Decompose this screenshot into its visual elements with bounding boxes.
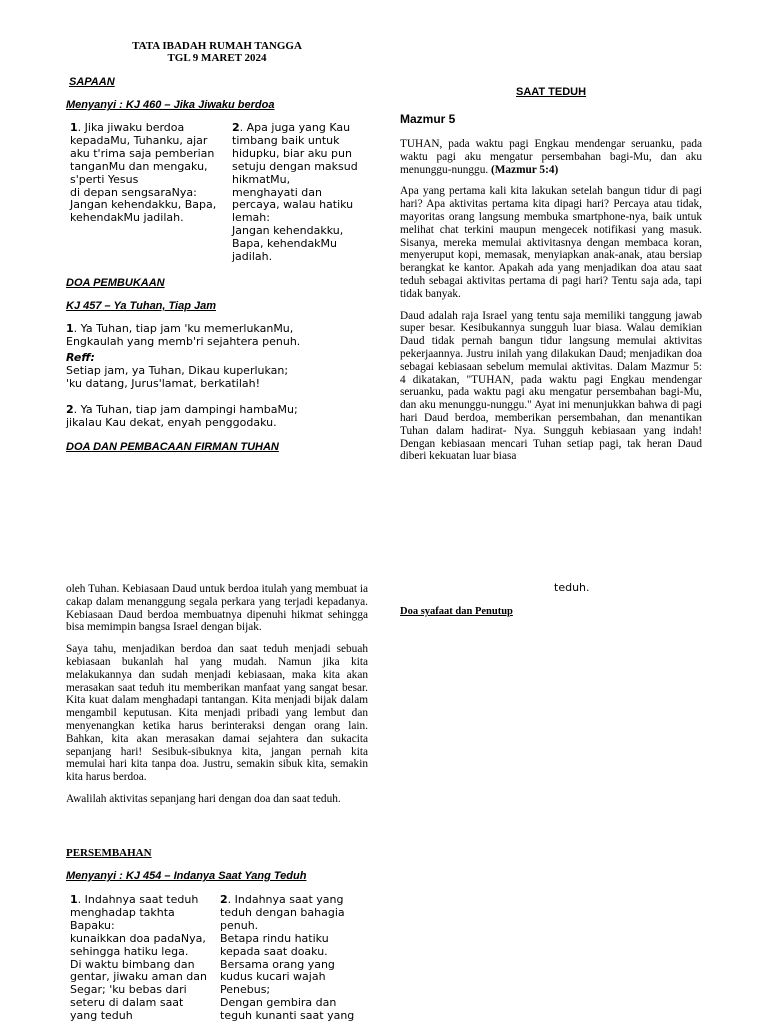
song2-heading: KJ 457 – Ya Tuhan, Tiap Jam — [66, 300, 216, 312]
scripture-reference: (Mazmur 5:4) — [491, 163, 559, 176]
reff-label: Reff: — [66, 351, 95, 364]
verse-text: . Indahnya saat yang teduh dengan bahagia penuh. Betapa rindu hatiku kepada saat doaku. Bersama orang yang kudus kucari wajah Penebus; Dengan gembira dan teguh kunanti saat yang — [220, 893, 355, 1023]
verse-number: 1 — [70, 893, 78, 906]
paragraph-2: Apa yang pertama kali kita lakukan setelah bangun tidur di pagi hari? Apa aktivitas pertama kita dipagi hari? Percaya atau tidak, mayoritas orang langsung membuka smartphone-nya, baik untuk melihat chat terkini maupun mengecek notifikasi yang masuk. Sisanya, mereka memulai aktivitasnya dengan membaca koran, menyeruput kopi, memasak, menyiapkan anak-anak, atau bersiap berangkat ke kantor. Apakah ada yang menjadikan doa atau saat teduh sebagai aktivitas pertama di pagi hari? Tentu saja ada, tapi tidak banyak. — [400, 185, 702, 300]
paragraph-3: Daud adalah raja Israel yang tentu saja memiliki tanggung jawab super besar. Kesibukannya sungguh luar biasa. Walau demikian Daud tidak pernah bangun tidur langsung memulai aktivitas pekerjaannya. Justru inilah yang dilakukan Daud; menjadikan doa sebagai kebiasaan sebelum memulai aktivitas. Dalam Mazmur 5: 4 dikatakan, "TUHAN, pada waktu pagi Engkau mendengar seruanku, pada waktu pagi aku mengatur persembahan bagi-Mu, dan aku menunggu-nunggu." Ayat ini menunjukkan bahwa di pagi hari Daud berdoa, memberikan persembahan, dan menantikan Tuhan dalam hadirat- Nya. Sungguh kebiasaan yang indah! Dengan kebiasaan mencari Tuhan setiap pagi, tak heran Daud diberi kekuatan luar biasa — [400, 309, 702, 463]
song1-verse-2 — [232, 122, 372, 264]
doa-pembukaan-heading: DOA PEMBUKAAN — [66, 277, 165, 289]
doa-syafaat-heading: Doa syafaat dan Penutup — [400, 606, 513, 617]
verse-number: 2 — [232, 121, 240, 134]
verse-text: . Ya Tuhan, tiap jam dampingi hambaMu; jikalau Kau dekat, enyah penggodaku. — [66, 403, 298, 429]
verse-number: 1 — [66, 322, 74, 335]
paragraph-1: TUHAN, pada waktu pagi Engkau mendengar seruanku, pada waktu pagi aku mengatur persembahan bagi-Mu, dan aku menunggu-nunggu. (Mazmur 5:4) — [400, 138, 702, 176]
song1-verse-1 — [70, 122, 228, 225]
song3-verse-2 — [220, 894, 365, 1023]
verse-text: . Jika jiwaku berdoa kepadaMu, Tuhanku, ajar aku t'rima saja pemberian tanganMu dan mengaku, s'perti Yesus di depan sengsaraNya: Jangan kehendakku, Bapa, kehendakMu jadilah. — [70, 121, 217, 225]
sapaan-heading: SAPAAN — [69, 76, 115, 88]
song3-heading: Menyanyi : KJ 454 – Indanya Saat Yang Teduh — [66, 870, 307, 882]
saat-teduh-heading: SAAT TEDUH — [516, 86, 587, 98]
verse-text: . Indahnya saat teduh menghadap takhta Bapaku: kunaikkan doa padaNya, sehingga hatiku lega. Di waktu bimbang dan gentar, jiwaku aman dan Segar; 'ku bebas dari seteru di dalam saat yang teduh — [70, 893, 208, 1023]
song2-verse-1 — [66, 323, 366, 349]
verse-number: 2 — [220, 893, 228, 906]
verse-text: . Ya Tuhan, tiap jam 'ku memerlukanMu, Engkaulah yang memb'ri sejahtera penuh. — [66, 322, 301, 348]
reff-text: Setiap jam, ya Tuhan, Dikau kuperlukan; 'ku datang, Jurus'lamat, berkatilah! — [66, 363, 289, 390]
verse-text: . Apa juga yang Kau timbang baik untuk hidupku, biar aku pun setuju dengan maksud hikmatMu, menghayati dan percaya, walau hatiku lemah: Jangan kehendakku, Bapa, kehendakMu jadilah. — [232, 121, 358, 264]
document-title — [112, 40, 322, 64]
song3-verse-1 — [70, 894, 220, 1023]
lower-left-body — [66, 583, 368, 815]
paragraph-5: Saya tahu, menjadikan berdoa dan saat teduh menjadi sebuah kebiasaan bukanlah hal yang mudah. Namun jika kita melakukannya dan sudah menjadi kebiasaan, maka kita akan merasakan saat teduh itu memberikan manfaat yang sangat besar. Kita kuat dalam menghadapi tantangan. Kita menjadi bijak dalam mengambil keputusan. Kita menjadi pribadi yang lembut dan menyenangkan ketika harus berinteraksi dengan orang lain. Bahkan, kita akan merasakan damai sejahtera dan sukacita sepanjang hari! Sesibuk-sibuknya kita, jangan pernah kita memulai hari kita tanpa doa. Justru, semakin sibuk kita, semakin kita harus berdoa. — [66, 643, 368, 784]
song2-reff — [66, 352, 366, 391]
verse-number: 2 — [66, 403, 74, 416]
paragraph-4: oleh Tuhan. Kebiasaan Daud untuk berdoa itulah yang membuat ia cakap dalam menanggung segala perkara yang terjadi kepadanya. Kebiasaan Daud berdoa membuatnya dipenuhi hikmat sehingga bisa memimpin bangsa Israel dengan bijak. — [66, 583, 368, 634]
title-line-1: TATA IBADAH RUMAH TANGGA — [132, 40, 302, 52]
saat-teduh-body — [400, 138, 702, 472]
mazmur-heading: Mazmur 5 — [400, 112, 456, 126]
verse-number: 1 — [70, 121, 78, 134]
song1-heading: Menyanyi : KJ 460 – Jika Jiwaku berdoa — [66, 99, 275, 111]
song2-verse-2 — [66, 404, 366, 430]
persembahan-heading: PERSEMBAHAN — [66, 847, 152, 859]
song3-continuation: teduh. — [554, 581, 590, 594]
title-line-2: TGL 9 MARET 2024 — [167, 52, 267, 64]
paragraph-6: Awalilah aktivitas sepanjang hari dengan doa dan saat teduh. — [66, 792, 341, 805]
doa-firman-heading: DOA DAN PEMBACAAN FIRMAN TUHAN — [66, 441, 279, 453]
